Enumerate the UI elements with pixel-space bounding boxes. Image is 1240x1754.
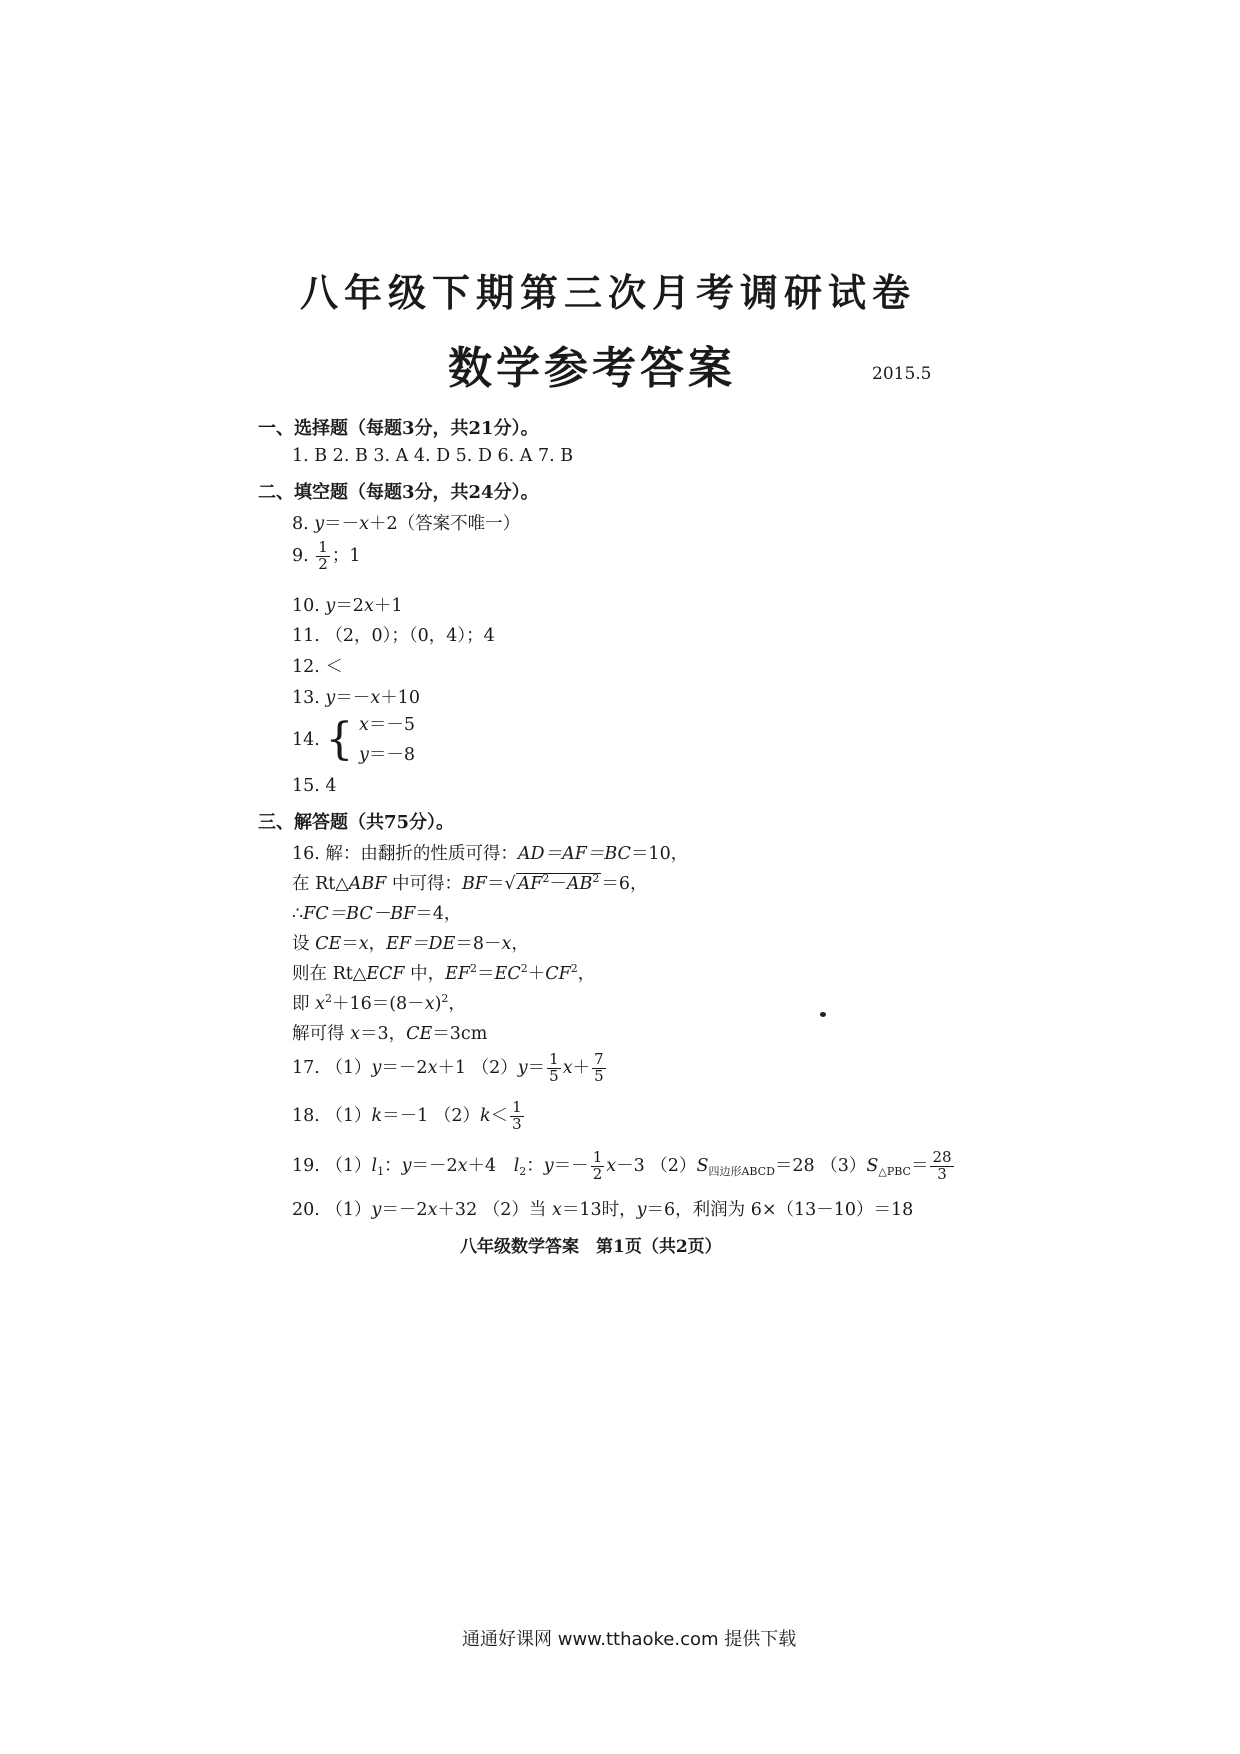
answer-q13	[292, 684, 420, 709]
q19-l2: l	[513, 1155, 520, 1176]
q14-y-value: ＝－8	[368, 745, 416, 765]
q19-x1: x	[457, 1155, 468, 1176]
q16-sup-2: 2	[592, 872, 600, 885]
q16-l4-x2: x	[501, 934, 512, 954]
q16-l5-ef: EF	[445, 964, 471, 984]
q13-number: 13.	[292, 688, 320, 708]
q19-f2-num: 28	[932, 1148, 952, 1166]
q17-f2-num: 7	[594, 1050, 604, 1068]
answer-q18	[292, 1100, 526, 1133]
q16-l4-ce: CE	[315, 934, 342, 954]
q16-l5-cf: CF	[545, 964, 571, 984]
answer-q14	[292, 710, 415, 770]
q14-var-y: y	[359, 745, 369, 765]
q19-area-2: S	[866, 1155, 879, 1176]
q9-numerator: 1	[318, 538, 328, 556]
q16-l5-sup3: 2	[570, 962, 578, 975]
q16-l2-minus: －	[549, 874, 567, 894]
section-solve-heading: 三、解答题（共75分）。	[258, 812, 455, 833]
q19-fraction-1	[591, 1150, 605, 1183]
q16-value: ＝10，	[630, 844, 689, 864]
q17-f2-den: 5	[594, 1066, 604, 1085]
q16-l5-sup1: 2	[470, 962, 478, 975]
page-footer: 八年级数学答案 第1页（共2页）	[460, 1237, 722, 1257]
q16-line-4	[292, 930, 529, 955]
q16-l4-x: x	[358, 934, 369, 954]
q19-colon2: ：	[526, 1155, 544, 1176]
q20-x1: x	[427, 1200, 438, 1220]
therefore-symbol: ∴	[292, 904, 304, 924]
q19-l1: l	[371, 1155, 378, 1176]
q16-l7-a: 解可得	[292, 1024, 351, 1044]
q16-line-6	[292, 990, 466, 1015]
q17-x1: x	[427, 1057, 438, 1078]
q17-y1: y	[371, 1057, 382, 1078]
q18-fraction	[510, 1100, 524, 1133]
q19-fraction-2	[930, 1150, 953, 1183]
q17-fraction-1	[547, 1052, 561, 1085]
q9-rest: ；1	[331, 545, 361, 566]
q16-l2-ab: AB	[566, 874, 593, 894]
q19-c: ＝－2	[411, 1155, 458, 1176]
q13-var-x: x	[370, 688, 381, 708]
q10-number: 10.	[292, 596, 320, 616]
q14-var-x: x	[359, 715, 369, 735]
q16-l4-comma: ，	[368, 934, 387, 954]
answer-q20	[292, 1196, 913, 1221]
q16-l6-sup1: 2	[324, 992, 332, 1005]
q17-x2: x	[562, 1057, 573, 1078]
answer-q9	[292, 540, 360, 573]
download-note: 通通好课网 www.tthaoke.com 提供下载	[462, 1629, 797, 1650]
q19-eq: ＝	[910, 1155, 929, 1176]
q16-l6-x2: x	[424, 994, 435, 1014]
q16-line-7	[292, 1020, 487, 1045]
q16-l5-ec: EC	[494, 964, 521, 984]
q17-fraction-2	[592, 1052, 606, 1085]
q16-l5-end: ，	[577, 964, 596, 984]
q19-area-2-sub: △PBC	[878, 1164, 911, 1178]
q16-l4-eq: ＝	[341, 934, 359, 954]
q17-f1-num: 1	[549, 1050, 559, 1068]
q16-l7-ce: CE	[406, 1024, 433, 1044]
q19-f1-num: 1	[592, 1148, 603, 1166]
q8-eq: ＝－	[324, 514, 360, 534]
q20-x2: x	[551, 1200, 562, 1220]
q19-colon1: ：	[384, 1155, 402, 1176]
q20-g: ＝13时，	[561, 1200, 637, 1220]
q14-number: 14.	[292, 730, 320, 750]
q14-system	[359, 710, 415, 770]
q17-plus: ＋	[572, 1057, 591, 1078]
q19-g: －3 （2）	[616, 1155, 697, 1176]
q16-l5-a: 则在 Rt△	[292, 964, 367, 984]
q13-rest: ＋10	[380, 688, 420, 708]
q10-eq: ＝2	[335, 596, 364, 616]
q16-line-5	[292, 960, 595, 985]
answer-q17	[292, 1052, 608, 1085]
q10-var-x: x	[363, 596, 374, 616]
q16-l2-bf: BF	[461, 874, 487, 894]
q18-lt: ＜	[490, 1105, 509, 1126]
q16-l2-result: ＝6，	[601, 874, 648, 894]
q16-intro: 16. 解：由翻折的性质可得：	[292, 844, 518, 864]
q16-l2-a: 在 Rt△	[292, 874, 349, 894]
q18-a: 18. （1）	[292, 1105, 372, 1126]
q17-y2: y	[517, 1057, 528, 1078]
q17-a: 17. （1）	[292, 1057, 372, 1078]
q19-l2-sub: 2	[519, 1164, 527, 1178]
q19-a: 19. （1）	[292, 1155, 372, 1176]
q9-fraction	[316, 540, 330, 573]
q20-a: 20. （1）	[292, 1200, 372, 1220]
q8-rest: ＋2（答案不唯一）	[369, 514, 521, 534]
q20-c: ＝－2	[381, 1200, 428, 1220]
q16-equality: AD＝AF＝BC	[517, 844, 631, 864]
q19-area-1: S	[696, 1155, 709, 1176]
q16-l2-c: 中可得：	[386, 874, 462, 894]
q19-h: ＝28 （3）	[774, 1155, 867, 1176]
q19-f: ＝－	[553, 1155, 589, 1176]
q17-f1-den: 5	[549, 1066, 559, 1085]
q10-var-y: y	[325, 596, 336, 616]
q19-d: ＋4	[467, 1155, 514, 1176]
q16-l7-x: x	[350, 1024, 360, 1044]
q18-c: ＝－1 （2）	[382, 1105, 480, 1126]
q19-y1: y	[401, 1155, 412, 1176]
q19-f1-den: 2	[592, 1164, 603, 1183]
q19-f2-den: 3	[937, 1164, 947, 1183]
q16-l5-sup2: 2	[520, 962, 528, 975]
q9-number: 9.	[292, 545, 309, 566]
document-date: 2015.5	[872, 364, 932, 384]
q16-l4-a: 设	[292, 934, 316, 954]
section-fill-heading: 二、填空题（每题3分，共24分）。	[258, 482, 539, 503]
q16-l2-eq: ＝	[486, 874, 505, 894]
answer-q19	[292, 1150, 956, 1183]
q8-var-x: x	[359, 514, 370, 534]
q16-l6-sup2: 2	[441, 992, 449, 1005]
q16-line-3	[292, 900, 461, 925]
q20-y2: y	[636, 1200, 647, 1220]
q16-l4-g: ＝8－	[455, 934, 502, 954]
q19-area-1-sub: 四边形ABCD	[708, 1164, 775, 1178]
q20-y1: y	[371, 1200, 382, 1220]
q17-e: ＋1 （2）	[437, 1057, 518, 1078]
q14-x-value: ＝－5	[368, 715, 416, 735]
section-choice-heading: 一、选择题（每题3分，共21分）。	[258, 418, 539, 439]
document-title: 八年级下期第三次月考调研试卷	[300, 270, 917, 315]
q16-l5-eq: ＝	[477, 964, 495, 984]
q16-l4-end: ，	[511, 934, 529, 954]
answer-q10	[292, 592, 402, 617]
q8-number: 8.	[292, 514, 309, 534]
q16-l6-x: x	[315, 994, 325, 1014]
q16-l6-end: ，	[448, 994, 466, 1014]
q19-y2: y	[543, 1155, 554, 1176]
q16-l7-result: ＝3cm	[432, 1024, 488, 1044]
q16-l6-paren: )	[434, 994, 442, 1014]
q16-l3-result: ＝4，	[415, 904, 462, 924]
q16-l6-c: ＋16＝(8－	[331, 994, 425, 1014]
q17-eq: ＝	[527, 1057, 546, 1078]
q16-l6-a: 即	[292, 994, 316, 1014]
q20-i: ＝6，利润为 6×（13－10）＝18	[646, 1200, 914, 1220]
q16-l3-eq: FC＝BC－BF	[303, 904, 416, 924]
q19-l1-sub: 1	[377, 1164, 385, 1178]
q16-l5-c: 中，	[404, 964, 446, 984]
q20-e: ＋32 （2）当	[437, 1200, 552, 1220]
answer-q8	[292, 510, 520, 535]
q16-line-2: 在 Rt△ABF 中可得：BF＝√ $AF^2-AB^2 =6$，	[292, 872, 648, 894]
q16-l2-triangle: ABF	[348, 874, 387, 894]
q18-den: 3	[512, 1114, 522, 1133]
q18-num: 1	[512, 1098, 522, 1116]
q16-sqrt	[516, 873, 602, 894]
q16-l5-triangle: ECF	[366, 964, 405, 984]
q13-var-y: y	[325, 688, 336, 708]
q9-denominator: 2	[318, 554, 328, 573]
q8-var-y: y	[314, 514, 325, 534]
answer-q15: 15. 4	[292, 776, 337, 796]
q16-sup-1: 2	[542, 872, 550, 885]
q16-l7-c: ＝3，	[359, 1024, 407, 1044]
q18-k2: k	[479, 1105, 491, 1126]
q16-l4-efde: EF＝DE	[386, 934, 456, 954]
q16-l5-plus: ＋	[527, 964, 546, 984]
choice-answers: 1. B 2. B 3. A 4. D 5. D 6. A 7. B	[292, 446, 574, 466]
document-subtitle: 数学参考答案	[448, 343, 736, 394]
scan-speck	[820, 1012, 826, 1017]
answer-q11: 11. （2，0）；（0，4）；4	[292, 626, 495, 646]
q16-line-1	[292, 840, 688, 865]
answer-q12: 12. ＜	[292, 657, 343, 677]
q18-k1: k	[371, 1105, 383, 1126]
q16-l2-af: AF	[517, 874, 543, 894]
q13-eq: ＝－	[335, 688, 371, 708]
q14-brace: {	[325, 714, 354, 765]
q19-x2: x	[606, 1155, 617, 1176]
q17-c: ＝－2	[381, 1057, 428, 1078]
q10-rest: ＋1	[373, 596, 403, 616]
